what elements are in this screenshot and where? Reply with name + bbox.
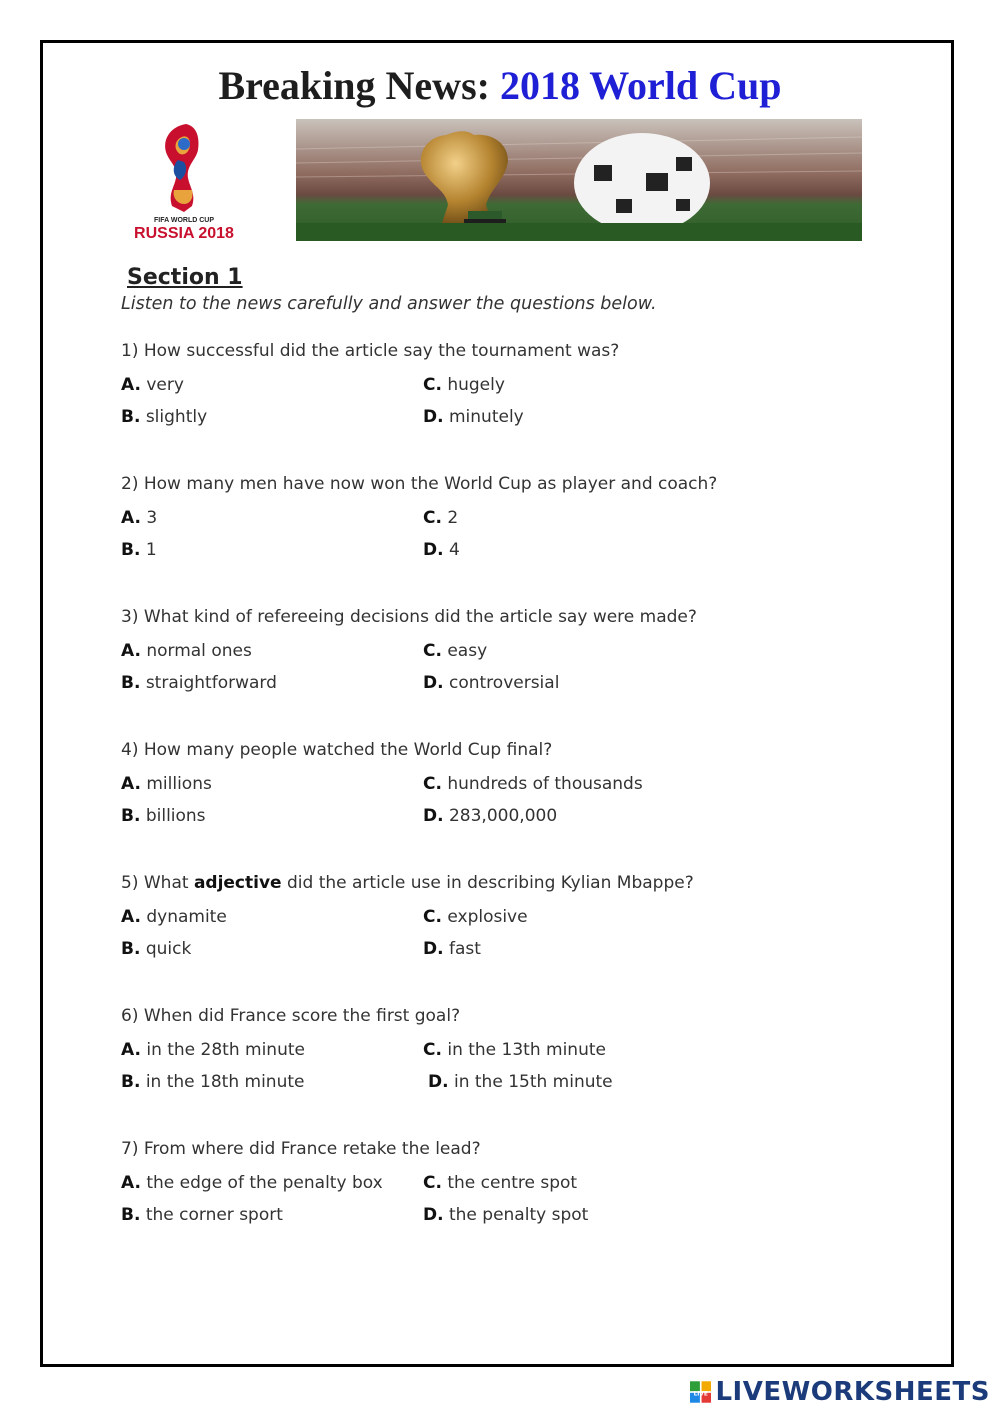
question-text: What kind of refereeing decisions did the article say were made? [143,607,697,627]
option-text: slightly [145,407,208,427]
logo-badge: LIVE [693,1391,708,1398]
q1-option-d[interactable] [423,407,524,427]
option-text: hundreds of thousands [447,774,643,794]
question-3 [121,607,697,627]
option-letter: D. [428,1072,449,1092]
option-text: normal ones [146,641,252,661]
world-cup-logo [128,120,240,242]
q2-option-c[interactable] [423,508,458,528]
option-text: very [146,375,184,395]
question-number: 1) [121,341,139,361]
option-letter: A. [121,641,141,661]
question-number: 3) [121,607,139,627]
option-letter: B. [121,1205,141,1225]
option-text: 283,000,000 [448,806,558,826]
option-text: dynamite [146,907,227,927]
option-letter: D. [423,407,444,427]
option-letter: A. [121,375,141,395]
q1-option-b[interactable] [121,407,207,427]
option-letter: C. [423,641,442,661]
option-text: in the 18th minute [145,1072,305,1092]
question-text: How successful did the article say the tournament was? [143,341,620,361]
question-number: 5) [121,873,139,893]
option-letter: C. [423,375,442,395]
q3-option-b[interactable] [121,673,277,693]
option-letter: B. [121,806,141,826]
option-text: millions [146,774,212,794]
logo-line1: FIFA WORLD CUP [153,217,215,224]
q2-option-d[interactable] [423,540,460,560]
page-title [0,62,1000,109]
option-letter: C. [423,1173,442,1193]
option-letter: D. [423,806,444,826]
stadium-banner-image [296,119,862,241]
option-letter: D. [423,1205,444,1225]
option-text: hugely [447,375,505,395]
option-text: in the 13th minute [447,1040,606,1060]
question-text: How many men have now won the World Cup as player and coach? [143,474,718,494]
option-text: fast [448,939,481,959]
logo-line2: RUSSIA 2018 [134,225,234,242]
option-letter: C. [423,907,442,927]
section-title: Section 1 [127,265,243,290]
option-letter: B. [121,540,141,560]
option-letter: D. [423,939,444,959]
q3-option-a[interactable] [121,641,252,661]
question-text: From where did France retake the lead? [143,1139,481,1159]
footer-brand: LIVEWORKSHEETS [715,1377,990,1407]
q7-option-d[interactable] [423,1205,588,1225]
q4-option-b[interactable] [121,806,206,826]
question-4 [121,740,552,760]
q5-option-a[interactable] [121,907,227,927]
option-text: the corner sport [145,1205,283,1225]
q6-option-c[interactable] [423,1040,606,1060]
option-text: the edge of the penalty box [146,1173,383,1193]
option-letter: A. [121,907,141,927]
section-instructions: Listen to the news carefully and answer the questions below. [121,294,657,314]
option-text: billions [145,806,206,826]
question-6 [121,1006,460,1026]
option-letter: B. [121,1072,141,1092]
q1-option-a[interactable] [121,375,184,395]
q7-option-a[interactable] [121,1173,383,1193]
q5-option-b[interactable] [121,939,191,959]
q6-option-b[interactable] [121,1072,304,1092]
q3-option-c[interactable] [423,641,487,661]
option-letter: B. [121,407,141,427]
option-letter: A. [121,1173,141,1193]
option-text: 4 [448,540,460,560]
option-text: 3 [146,508,158,528]
question-2 [121,474,717,494]
option-text: easy [447,641,488,661]
option-text: minutely [448,407,524,427]
q4-option-a[interactable] [121,774,212,794]
q5-option-c[interactable] [423,907,528,927]
q7-option-b[interactable] [121,1205,283,1225]
option-text: controversial [448,673,560,693]
option-text: the centre spot [447,1173,578,1193]
option-letter: A. [121,1040,141,1060]
option-text: straightforward [145,673,277,693]
option-letter: A. [121,774,141,794]
question-number: 6) [121,1006,139,1026]
question-number: 7) [121,1139,139,1159]
option-letter: C. [423,508,442,528]
option-text: 1 [145,540,157,560]
option-letter: B. [121,673,141,693]
question-text: How many people watched the World Cup final? [143,740,553,760]
q2-option-a[interactable] [121,508,157,528]
q4-option-d[interactable] [423,806,557,826]
q6-option-a[interactable] [121,1040,305,1060]
option-letter: A. [121,508,141,528]
option-letter: C. [423,774,442,794]
q2-option-b[interactable] [121,540,157,560]
question-text-bold: adjective [193,873,282,893]
q4-option-c[interactable] [423,774,643,794]
option-text: 2 [447,508,459,528]
option-letter: D. [423,673,444,693]
question-1 [121,341,619,361]
title-main: Breaking News: [218,63,490,108]
q6-option-d[interactable] [428,1072,613,1092]
title-accent: 2018 World Cup [499,63,782,108]
option-letter: D. [423,540,444,560]
option-text: quick [145,939,192,959]
option-letter: C. [423,1040,442,1060]
option-letter: B. [121,939,141,959]
q3-option-d[interactable] [423,673,559,693]
question-5 [121,873,694,893]
option-text: the penalty spot [448,1205,589,1225]
q1-option-c[interactable] [423,375,505,395]
question-7 [121,1139,481,1159]
question-number: 4) [121,740,139,760]
q7-option-c[interactable] [423,1173,577,1193]
option-text: in the 28th minute [146,1040,305,1060]
question-text-after: did the article use in describing Kylian Mbappe? [286,873,694,893]
option-text: in the 15th minute [453,1072,613,1092]
liveworksheets-icon [690,1379,711,1405]
q5-option-d[interactable] [423,939,481,959]
question-number: 2) [121,474,139,494]
option-text: explosive [447,907,528,927]
liveworksheets-logo[interactable] [690,1375,990,1409]
question-text-before: What [143,873,189,893]
question-text: When did France score the first goal? [143,1006,461,1026]
